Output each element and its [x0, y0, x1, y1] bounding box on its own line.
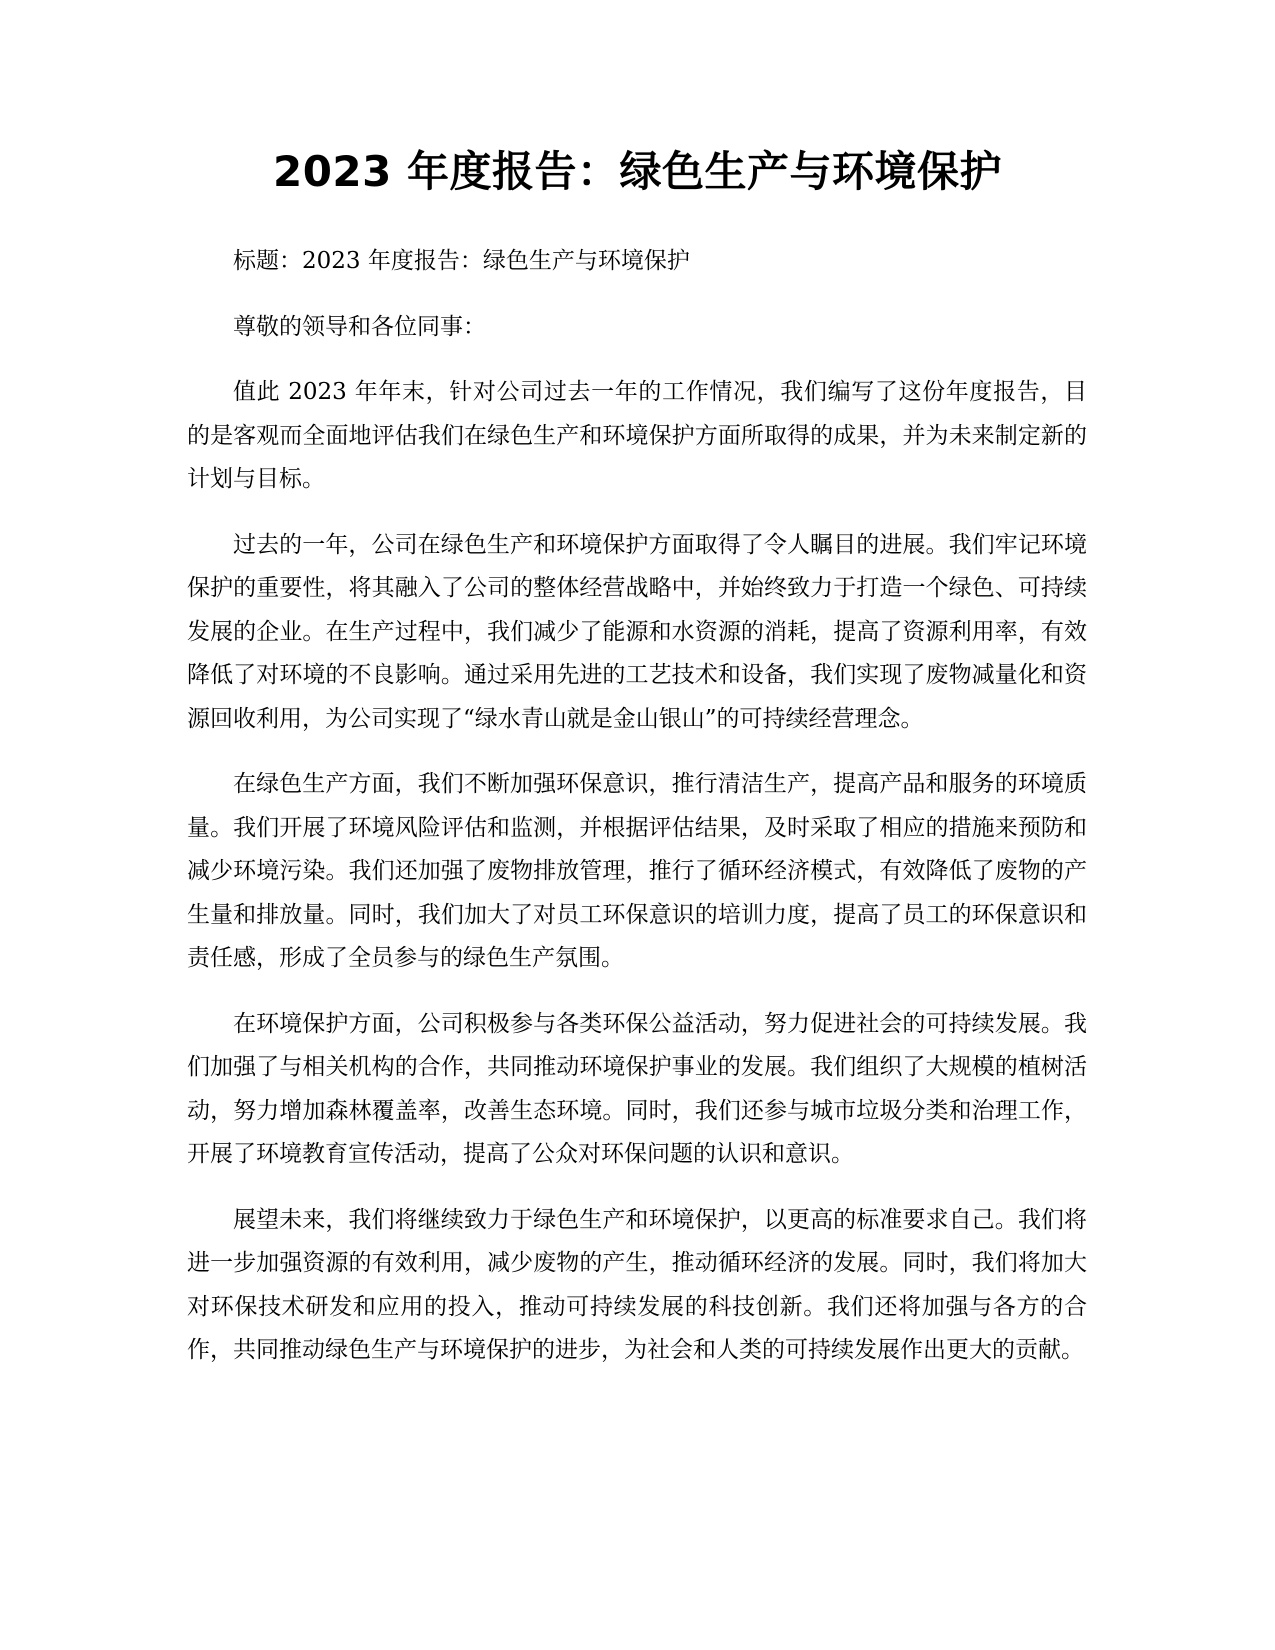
paragraph-introduction: 值此 2023 年年末，针对公司过去一年的工作情况，我们编写了这份年度报告，目的是客观而全面地评估我们在绿色生产和环境保护方面所取得的成果，并为未来制定新的计划与目标。	[187, 379, 1087, 492]
document-title: 2023 年度报告：绿色生产与环境保护	[272, 147, 1003, 196]
paragraph-green-production: 在绿色生产方面，我们不断加强环保意识，推行清洁生产，提高产品和服务的环境质量。我们开展了环境风险评估和监测，并根据评估结果，及时采取了相应的措施来预防和减少环境污染。我们还加强了废物排放管理，推行了循环经济模式，有效降低了废物的产生量和排放量。同时，我们加大了对员工环保意识的培训力度，提高了员工的环保意识和责任感，形成了全员参与的绿色生产氛围。	[187, 771, 1087, 971]
paragraph-salutation: 尊敬的领导和各位同事：	[233, 313, 486, 340]
document-body	[187, 240, 1087, 1395]
paragraph-subject-line: 标题：2023 年度报告：绿色生产与环境保护	[233, 248, 690, 274]
paragraph-outlook: 展望未来，我们将继续致力于绿色生产和环境保护，以更高的标准要求自己。我们将进一步加强资源的有效利用，减少废物的产生，推动循环经济的发展。同时，我们将加大对环保技术研发和应用的投入，推动可持续发展的科技创新。我们还将加强与各方的合作，共同推动绿色生产与环境保护的进步，为社会和人类的可持续发展作出更大的贡献。	[187, 1206, 1087, 1363]
paragraph-review: 过去的一年，公司在绿色生产和环境保护方面取得了令人瞩目的进展。我们牢记环境保护的重要性，将其融入了公司的整体经营战略中，并始终致力于打造一个绿色、可持续发展的企业。在生产过程中，我们减少了能源和水资源的消耗，提高了资源利用率，有效降低了对环境的不良影响。通过采用先进的工艺技术和设备，我们实现了废物减量化和资源回收利用，为公司实现了“绿水青山就是金山银山”的可持续经营理念。	[187, 531, 1087, 732]
paragraph-environmental-protection: 在环境保护方面，公司积极参与各类环保公益活动，努力促进社会的可持续发展。我们加强了与相关机构的合作，共同推动环境保护事业的发展。我们组织了大规模的植树活动，努力增加森林覆盖率，改善生态环境。同时，我们还参与城市垃圾分类和治理工作，开展了环境教育宣传活动，提高了公众对环保问题的认识和意识。	[187, 1010, 1087, 1167]
